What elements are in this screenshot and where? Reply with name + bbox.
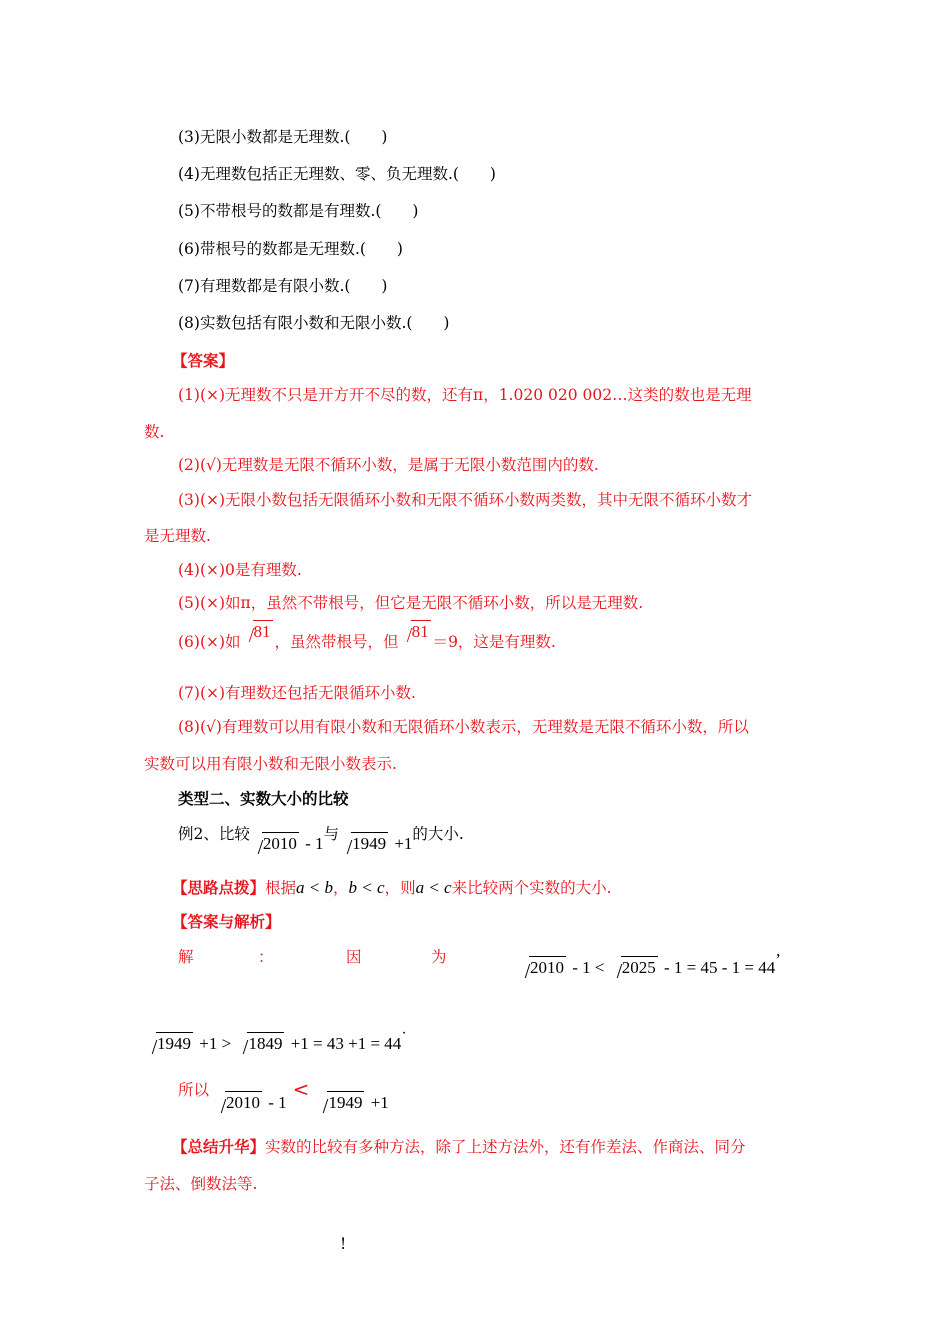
summary-text-1: 实数的比较有多种方法，除了上述方法外，还有作差法、作商法、同分 bbox=[265, 1138, 746, 1156]
solution-wei: 为 bbox=[431, 948, 447, 966]
solution-colon: ： bbox=[258, 948, 274, 966]
sqrt-1849 bbox=[235, 1032, 284, 1055]
hint-text-2: ，则 bbox=[384, 879, 416, 897]
sqrt-81-b bbox=[399, 620, 431, 643]
answer-6 bbox=[178, 622, 556, 653]
summary-line-2: 子法、倒数法等. bbox=[144, 1175, 258, 1193]
radicand-2010: 2010 bbox=[262, 834, 297, 853]
solution-jie: 解 bbox=[178, 948, 194, 966]
sqrt-1949-c bbox=[315, 1091, 364, 1114]
answer-6-prefix: (6)(×)如 bbox=[178, 633, 241, 651]
expr-b bbox=[339, 832, 412, 855]
answer-5: (5)(×)如π，虽然不带根号，但它是无限不循环小数，所以是无理数. bbox=[178, 594, 644, 612]
answer-8-line2: 实数可以用有限小数和无限小数表示. bbox=[144, 755, 397, 773]
answer-heading: 【答案】 bbox=[172, 351, 235, 370]
hint-cond-1: a < b bbox=[296, 878, 334, 897]
radicand-2010-s: 2010 bbox=[530, 958, 564, 977]
hint-cond-3: a < c bbox=[415, 878, 452, 897]
sqrt-2010 bbox=[250, 832, 299, 855]
answer-3-line1: (3)(×)无限小数包括无限循环小数和无限不循环小数两类数，其中无限不循环小数才 bbox=[178, 491, 753, 509]
conclusion-lt: < bbox=[292, 1077, 310, 1101]
ineq-1-comma: ’ bbox=[775, 950, 781, 969]
solution-ineq-2 bbox=[144, 1028, 407, 1055]
answer-6-suffix: ＝9，这是有理数. bbox=[432, 633, 556, 651]
radicand-1949: 1949 bbox=[352, 834, 387, 853]
example-suffix: 的大小. bbox=[412, 825, 464, 843]
ineq-2-dot: ˙ bbox=[401, 1028, 407, 1047]
sqrt-1949 bbox=[339, 832, 388, 855]
ineq-1-mid: - 1 < bbox=[568, 958, 609, 977]
radicand-81-b: 81 bbox=[411, 622, 429, 641]
radicand-1849: 1849 bbox=[248, 1034, 283, 1053]
solution-conclusion bbox=[213, 1077, 389, 1114]
answer-1-line2: 数. bbox=[144, 423, 165, 441]
type2-heading: 类型二、实数大小的比较 bbox=[178, 789, 349, 808]
hint-line bbox=[172, 877, 612, 899]
hint-cond-2: b < c bbox=[348, 878, 385, 897]
expr-a-tail: - 1 bbox=[300, 834, 324, 853]
example-mid: 与 bbox=[323, 825, 340, 843]
radicand-1949-s: 1949 bbox=[157, 1034, 191, 1053]
solution-so: 所以 bbox=[178, 1081, 210, 1099]
radicand-81-a: 81 bbox=[253, 622, 271, 641]
ineq-1-tail: - 1 = 45 - 1 = 44 bbox=[659, 958, 776, 977]
hint-text-1: 根据 bbox=[265, 879, 297, 897]
hint-sep: ， bbox=[333, 879, 349, 897]
radicand-2025: 2025 bbox=[621, 958, 656, 977]
solution-ineq-1 bbox=[517, 950, 781, 979]
footer-mark: ! bbox=[340, 1235, 347, 1253]
answer-6-mid: ，虽然带根号，但 bbox=[274, 633, 399, 651]
question-5: (5)不带根号的数都是有理数.( ) bbox=[178, 202, 419, 220]
summary-line-1 bbox=[172, 1136, 746, 1158]
answer-1-line1: (1)(×)无理数不只是开方开不尽的数，还有π，1.020 020 002…这类的数也是无理 bbox=[178, 386, 752, 404]
sqrt-81-a bbox=[241, 620, 273, 643]
hint-heading: 【思路点拨】 bbox=[172, 878, 266, 897]
answer-8-line1: (8)(√)有理数可以用有限小数和无限循环小数表示，无理数是无限不循环小数，所以 bbox=[178, 718, 749, 736]
answer-7: (7)(×)有理数还包括无限循环小数. bbox=[178, 684, 416, 702]
question-8: (8)实数包括有限小数和无限小数.( ) bbox=[178, 314, 450, 332]
example-2 bbox=[178, 822, 464, 853]
ineq-2-tail: +1 = 43 +1 = 44 bbox=[286, 1034, 402, 1053]
answer-3-line2: 是无理数. bbox=[144, 527, 211, 545]
question-7: (7)有理数都是有限小数.( ) bbox=[178, 277, 388, 295]
expr-b-tail: +1 bbox=[390, 834, 413, 853]
sqrt-2025 bbox=[609, 956, 658, 979]
radicand-2010-c: 2010 bbox=[226, 1093, 260, 1112]
solution-yin: 因 bbox=[346, 948, 362, 966]
solution-heading: 【答案与解析】 bbox=[172, 912, 281, 931]
ineq-2-mid: +1 > bbox=[195, 1034, 236, 1053]
conclusion-b-tail: +1 bbox=[366, 1093, 389, 1112]
sqrt-2010-s bbox=[517, 956, 566, 979]
conclusion-a-tail: - 1 bbox=[264, 1093, 287, 1112]
question-3: (3)无限小数都是无理数.( ) bbox=[178, 128, 388, 146]
answer-2: (2)(√)无理数是无限不循环小数，是属于无限小数范围内的数. bbox=[178, 456, 599, 474]
summary-heading: 【总结升华】 bbox=[172, 1137, 266, 1156]
answer-4: (4)(×)0是有理数. bbox=[178, 561, 302, 579]
sqrt-2010-c bbox=[213, 1091, 262, 1114]
question-6: (6)带根号的数都是无理数.( ) bbox=[178, 240, 403, 258]
question-4: (4)无理数包括正无理数、零、负无理数.( ) bbox=[178, 165, 496, 183]
radicand-1949-c: 1949 bbox=[328, 1093, 363, 1112]
example-prefix: 例2、比较 bbox=[178, 825, 250, 843]
hint-text-3: 来比较两个实数的大小. bbox=[451, 879, 612, 897]
expr-a bbox=[250, 832, 324, 855]
sqrt-1949-s bbox=[144, 1032, 193, 1055]
